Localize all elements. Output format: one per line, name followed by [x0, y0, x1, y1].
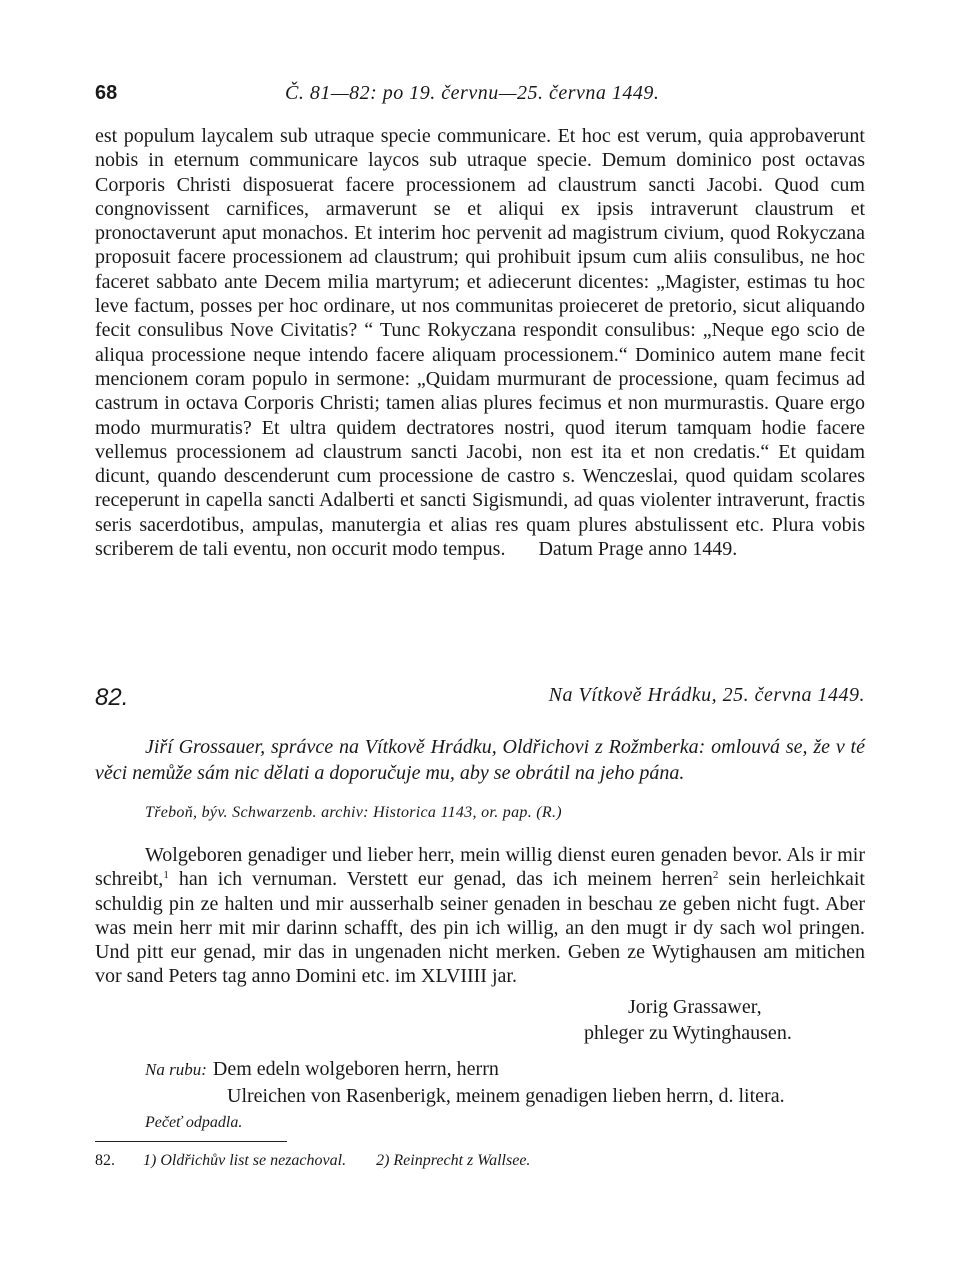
address-line-1: Dem edeln wolgeboren herrn, herrn: [212, 1058, 499, 1080]
letter-body-part-2: han ich vernuman. Verstett eur genad, das ich meinem herren: [168, 868, 713, 891]
address-label: Na rubu:: [145, 1060, 207, 1079]
footnote-document-ref: 82.: [95, 1152, 115, 1169]
footnote-divider: [95, 1141, 287, 1142]
document-regest: Jiří Grossauer, správce na Vítkově Hrádku, Oldřichovi z Rožmberka: omlouvá se, že v té věci nemůže sám nic dělati a doporučuje mu, aby se obrátil na jeho pána.: [95, 736, 865, 784]
previous-document-body: est populum laycalem sub utraque specie communicare. Et hoc est verum, quia approbaverunt nobis in eternum communicare laycos sub utraque specie. Demum dominico post octavas Corporis Christi disposuerat facere processionem ad claustrum sancti Jacobi. Quod cum congnovissent carnifices, armaverunt se et aliqui ex ipsis intraverunt claustrum et pronoctaverunt aput monachos. Et interim hoc pervenit ad magistrum civium, quod Rokyczana proposuit facere processionem ad claustrum; qui prohibuit ipsum cum aliis consulibus, ne hoc faceret sabbato ante Decem milia martyrum; et adiecerunt dicentes: „Magister, estimas tu hoc leve factum, posses per hoc ordinare, ut nos communitas proieceret de pretorio, sicut aliquando fecit consulibus Nove Civitatis? “ Tunc Rokyczana respondit consulibus: „Neque ego scio de aliqua processione neque intendo facere aliquam processionem.“ Dominico autem mane fecit mencionem coram populo in sermone: „Quidam murmurant de processione, quam fecimus ad castrum in octava Corporis Christi; tamen alias plures fecimus et non murmurastis. Quare ergo modo murmuratis? Et ultra quidem dectratores nostri, quod iterum tamquam hodie facere vellemus processionem ad claustrum sancti Jacobi, non est ita et non credatis.“ Et quidam dicunt, quando descenderunt cum processione de castro s. Wenczeslai, quod quidam scolares receperunt in capella sancti Adalberti et sancti Sigismundi, ad quas violenter intraverunt, fractis seris sacerdotibus, ampulas, manutergia et alias res quam plures abstulissent etc. Plura vobis scriberem de tali eventu, non occurit modo tempus.: [95, 125, 865, 561]
footnote-1: 1) Oldřichův list se nezachoval.: [143, 1152, 347, 1169]
footnote-mark-1: 1: [163, 869, 169, 882]
previous-document-dating: Datum Prage anno 1449.: [538, 538, 738, 561]
endorsement-address: [145, 1056, 865, 1109]
running-head: [95, 82, 865, 112]
letter-body: [95, 843, 865, 989]
page-number: 68: [95, 82, 118, 104]
signature-name: Jorig Grassawer,: [628, 996, 762, 1018]
footnote-2: 2) Reinprecht z Wallsee.: [376, 1152, 531, 1169]
document-number: 82.: [95, 684, 129, 711]
footnotes: [95, 1152, 865, 1170]
archival-source: Třeboň, býv. Schwarzenb. archiv: Historica 1143, or. pap. (R.): [145, 804, 562, 821]
document-place-date: Na Vítkově Hrádku, 25. června 1449.: [548, 684, 865, 706]
seal-note: Pečeť odpadla.: [145, 1114, 243, 1131]
address-line-2: Ulreichen von Rasenberigk, meinem genadigen lieben herrn, d. litera.: [227, 1085, 785, 1107]
letter-body-part-1: Wolgeboren genadiger und lieber herr, mein willig dienst euren genaden bevor. Als ir mir schreibt,: [95, 844, 865, 891]
previous-document-text: [95, 124, 865, 561]
signature-title: phleger zu Wytinghausen.: [584, 1022, 792, 1044]
footnote-mark-2: 2: [712, 869, 719, 882]
letter-body-part-3: sein herleichkait schuldig pin ze halten und mir ausserhalb seiner genaden in beschau ze geben nicht fugt. Aber was mein herr mit mir darinn schafft, des pin ich willig, an den mugt ir dy sach wol pringen. Und pitt eur genad, mir das in ungenaden nicht merken. Geben ze Wytighausen am mitichen vor sand Peters tag anno Domini etc. im XLVIIII jar.: [95, 868, 865, 988]
document-header: [95, 684, 865, 714]
running-title: Č. 81—82: po 19. červnu—25. června 1449.: [285, 82, 660, 104]
